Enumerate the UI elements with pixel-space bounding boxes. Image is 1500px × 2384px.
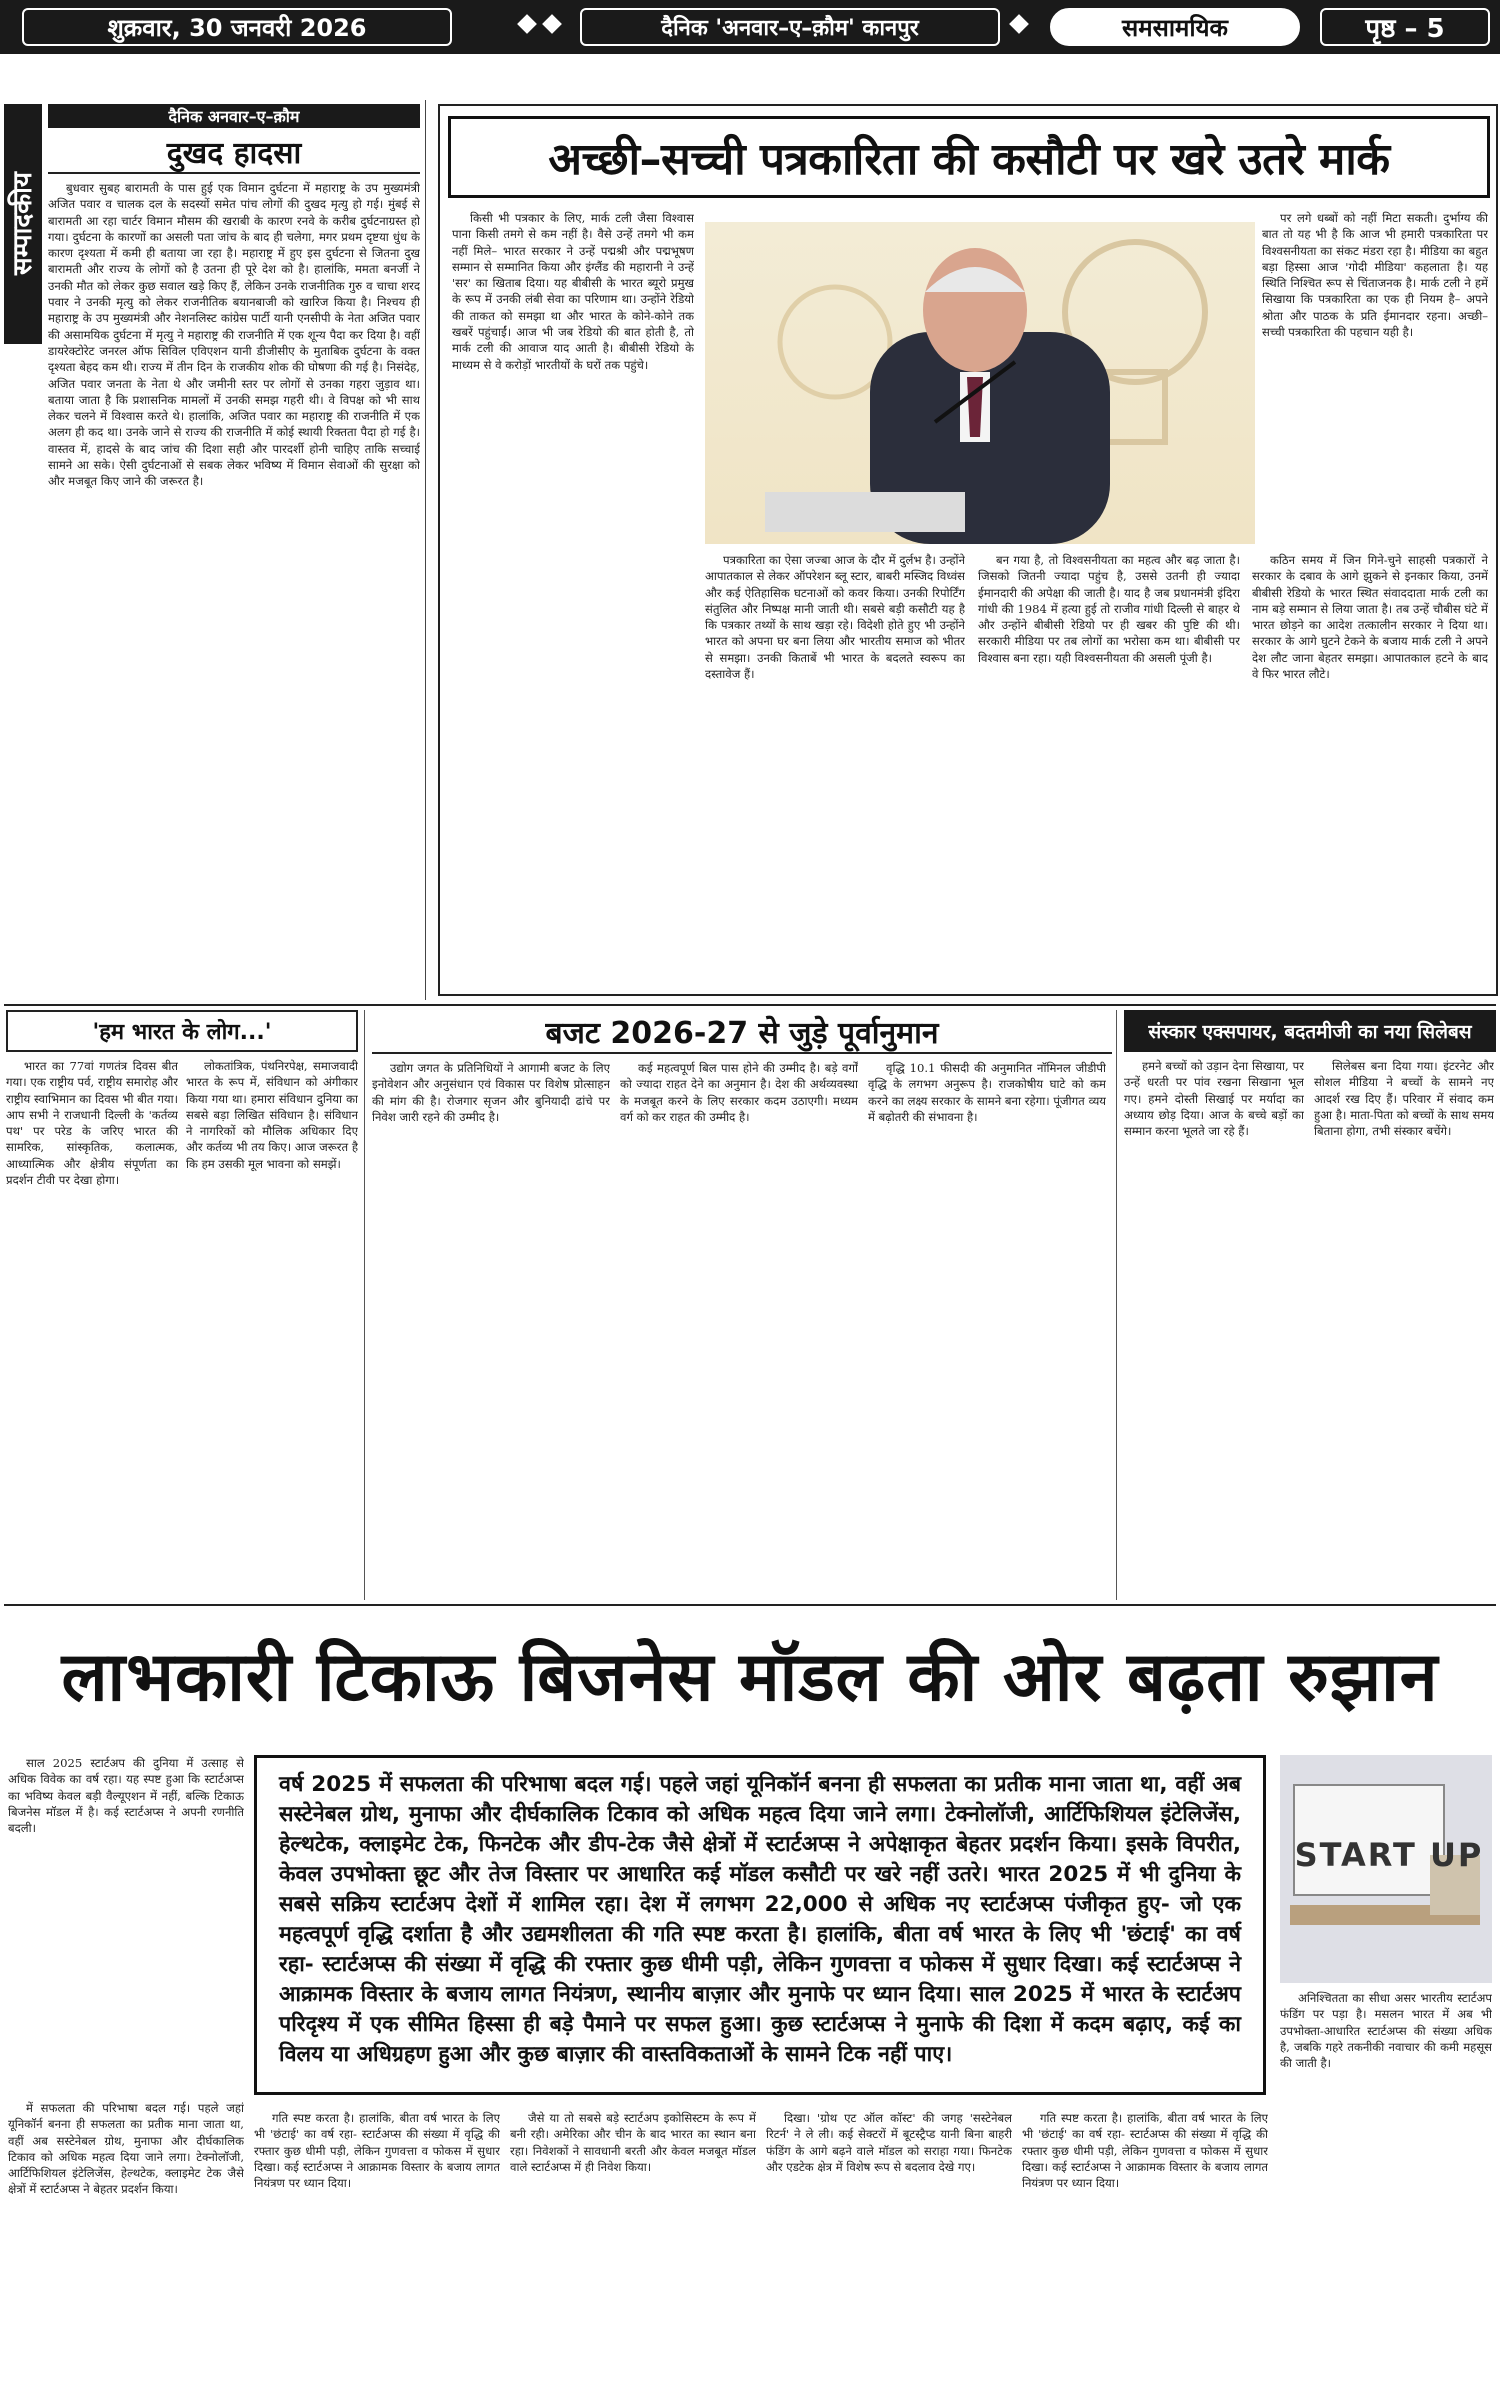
feature-paragraph: पत्रकारिता का ऐसा जज्बा आज के दौर में दुर्लभ है। उन्होंने आपातकाल से लेकर ऑपरेशन ब्लू स्टार, बाबरी मस्जिद विध्वंस और कई ऐतिहासिक घटनाओं को कवर किया। उनकी रिपोर्टिंग संतुलित और निष्पक्ष मानी जाती थी। सबसे बड़ी कसौटी यह है कि पत्रकार तथ्यों के साथ खड़ा रहे। विदेशी होते हुए भी उन्होंने भारत को अपना घर बना लिया और भारतीय समाज को भीतर से समझा। उनकी किताबें भी भारत के बदलते स्वरूप का दस्तावेज हैं। [705,553,965,682]
article-paragraph: गति स्पष्ट करता है। हालांकि, बीता वर्ष भारत के लिए भी 'छंटाई' का वर्ष रहा- स्टार्टअप्स की संख्या में वृद्धि की रफ्तार कुछ धीमी पड़ी, लेकिन गुणवत्ता व फोकस में सुधार दिखा। कई स्टार्टअप्स ने आक्रामक विस्तार के बजाय लागत नियंत्रण पर ध्यान दिया। [254,2111,500,2191]
editorial-side-label: सम्पादकीय [4,104,42,344]
section-name: समसामयिक [1050,8,1300,46]
speaker-illustration [705,222,1255,544]
startup-bottom-column-3 [766,2110,1012,2370]
paper-name: दैनिक 'अनवार–ए–क़ौम' कानपुर [580,8,1000,46]
startup-photo [1280,1755,1492,1983]
mark-tully-photo [705,222,1255,544]
feature-headline: अच्छी–सच्ची पत्रकारिता की कसौटी पर खरे उतरे मार्क [448,116,1490,198]
feature-paragraph: बन गया है, तो विश्वसनीयता का महत्व और बढ़ जाता है। जिसको जितनी ज्यादा पहुंच है, उससे उतनी ही ज्यादा ईमानदारी की अपेक्षा की जाती है। याद है जब प्रधानमंत्री इंदिरा गांधी की 1984 में हत्या हुई तो राजीव गांधी दिल्ली से बाहर थे और उन्होंने बीबीसी रेडियो पर ही खबर की पुष्टि की थी। सरकारी मीडिया पर तब लोगों का भरोसा कम था। बीबीसी पर विश्वास बना रहा। यही विश्वसनीयता की असली पूंजी है। [978,553,1240,665]
feature-column-3 [978,552,1240,988]
startup-left-column-2 [8,2100,244,2370]
article-paragraph: लोकतांत्रिक, पंथनिरपेक्ष, समाजवादी भारत के रूप में, संविधान को अंगीकार किया गया था। हमारा संविधान दुनिया का सबसे बड़ा लिखित संविधान है। संविधान ने नागरिकों को मौलिक अधिकार दिए और कर्तव्य भी तय किए। आज जरूरत है कि हम उसकी मूल भावना को समझें। [186,1059,358,1171]
issue-date: शुक्रवार, 30 जनवरी 2026 [22,8,452,46]
article-paragraph: अनिश्चितता का सीधा असर भारतीय स्टार्टअप फंडिंग पर पड़ा है। मसलन भारत में अब भी उपभोक्ता-आधारित स्टार्टअप्स की संख्या अधिक है, जबकि गहरे तकनीकी नवाचार की कमी महसूस की जाती है। [1280,1991,1492,2071]
editorial-paragraph: बुधवार सुबह बारामती के पास हुई एक विमान दुर्घटना में महाराष्ट्र के उप मुख्यमंत्री अजित पवार व चालक दल के सदस्यों समेत पांच लोगों की दुखद मृत्यु हो गई। मुंबई से बारामती आ रहा चार्टर विमान मौसम की खराबी के कारण रनवे के करीब दुर्घटनाग्रस्त हो गया। दुर्घटना के कारणों का असली पता जांच के बाद ही चलेगा, मगर प्रथम दृष्टया धुंध के कारण दृश्यता में कमी ही बताया जा रहा है। महाराष्ट्र में हुए इस दुर्घटना से जितना दुख बारामती और राज्य के लोगों को है उतना ही पूरे देश को है। हालांकि, ममता बनर्जी ने उनकी मौत को लेकर कुछ सवाल खड़े किए हैं, लेकिन उनके राजनीतिक गुरु व चाचा शरद पवार ने उनकी मृत्यु को लेकर राजनीतिक बयानबाजी को खारिज किया है। निश्चय ही महाराष्ट्र के उप मुख्यमंत्री और नेशनलिस्ट कांग्रेस पार्टी यानी एनसीपी के नेता अजित पवार की असामयिक दुर्घटना में मृत्यु ने महाराष्ट्र की राजनीति में एक शून्य पैदा कर दिया है। वहीं डायरेक्टोरेट जनरल ऑफ सिविल एविएशन यानी डीजीसीए के मुताबिक दुर्घटना के वक्त दृश्यता बेहद कम थी। राज्य में तीन दिन के राजकीय शोक की घोषणा की गई है। निसंदेह, अजित पवार जनता के नेता थे और जमीनी स्तर पर लोगों से उनका गहरा जुड़ाव था। बताया जाता है कि प्रशासनिक मामलों में उनकी समझ गहरी थी। वे विपक्ष को भी साथ लेकर चलने में विश्वास करते थे। हालांकि, अजित पवार का महाराष्ट्र की राजनीति में एक अलग ही कद था। उनके जाने से राज्य की राजनीति में कोई स्थायी रिक्तता पैदा हो गई है। वास्तव में, हादसे के बाद जांच की दिशा सही और पारदर्शी होनी चाहिए ताकि सच्चाई सामने आ सके। ऐसी दुर्घटनाओं से सबक लेकर भविष्य में विमान सेवाओं की सुरक्षा को और मजबूत किए जाने की जरूरत है। [48,181,420,489]
budget-column-1 [372,1060,610,1598]
article-paragraph: साल 2025 स्टार्टअप की दुनिया में उत्साह से अधिक विवेक का वर्ष रहा। यह स्पष्ट हुआ कि स्टार्टअप्स का भविष्य केवल बड़ी वैल्यूएशन में नहीं, बल्कि टिकाऊ बिजनेस मॉडल में है। कई स्टार्टअप्स ने अपनी रणनीति बदली। [8,1756,244,1836]
hum-bharat-column-2 [186,1058,358,1598]
startup-bottom-column-1 [254,2110,500,2370]
editorial-title: दुखद हादसा [48,130,420,174]
editorial-body [48,180,420,988]
budget-column-2 [620,1060,858,1598]
diamond-icon [542,14,562,34]
feature-paragraph: पर लगे धब्बों को नहीं मिटा सकती। दुर्भाग्य की बात तो यह भी है कि आज भी हमारी पत्रकारिता पर विश्वसनीयता का संकट मंडरा रहा है। मीडिया का बहुत बड़ा हिस्सा आज 'गोदी मीडिया' कहलाता है। यह स्थिति निश्चित रूप से चिंताजनक है। मार्क टली ने हमें सिखाया कि पत्रकारिता का एक ही नियम है– अपने श्रोता और पाठक के प्रति ईमानदार रहना। अच्छी–सच्ची पत्रकारिता की पहचान यही है। [1262,211,1488,340]
article-paragraph: भारत का 77वां गणतंत्र दिवस बीत गया। एक राष्ट्रीय पर्व, राष्ट्रीय समारोह और राष्ट्रीय स्वाभिमान का दिवस भी बीत गया। आप सभी ने राजधानी दिल्ली के 'कर्तव्य पथ' पर परेड के जरिए भारत की सामरिक, सांस्कृतिक, कलात्मक, आध्यात्मिक और क्षेत्रीय संपूर्णता का प्रदर्शन टीवी पर देखा होगा। [6,1059,178,1188]
article-paragraph: उद्योग जगत के प्रतिनिधियों ने आगामी बजट के लिए इनोवेशन और अनुसंधान एवं विकास पर विशेष प्रोत्साहन की मांग की है। रोजगार सृजन और बुनियादी ढांचे पर निवेश जारी रहने की उम्मीद है। [372,1061,610,1124]
diamond-icon [517,14,537,34]
startup-headline: लाभकारी टिकाऊ बिजनेस मॉडल की ओर बढ़ता रुझान [61,1637,1439,1717]
article-paragraph: जैसे या तो सबसे बड़े स्टार्टअप इकोसिस्टम के रूप में बनी रही। अमेरिका और चीन के बाद भारत का स्थान बना रहा। निवेशकों ने सावधानी बरती और केवल मजबूत मॉडल वाले स्टार्टअप्स में ही निवेश किया। [510,2111,756,2174]
sanskar-column-2 [1314,1058,1494,1598]
startup-bottom-column-4 [1022,2110,1268,2370]
page-number: पृष्ठ – 5 [1320,8,1490,46]
article-paragraph: गति स्पष्ट करता है। हालांकि, बीता वर्ष भारत के लिए भी 'छंटाई' का वर्ष रहा- स्टार्टअप्स की संख्या में वृद्धि की रफ्तार कुछ धीमी पड़ी, लेकिन गुणवत्ता व फोकस में सुधार दिखा। कई स्टार्टअप्स ने आक्रामक विस्तार के बजाय लागत नियंत्रण पर ध्यान दिया। [1022,2111,1268,2191]
feature-column-4 [1252,552,1488,988]
divider [4,1604,1496,1606]
startup-bottom-column-2 [510,2110,756,2370]
startup-left-column [8,1755,244,2095]
article-title-hum-bharat: 'हम भारत के लोग...' [6,1010,358,1052]
budget-column-3 [868,1060,1106,1598]
article-paragraph: वृद्धि 10.1 फीसदी की अनुमानित नॉमिनल जीडीपी वृद्धि के लगभग अनुरूप है। राजकोषीय घाटे को कम करने का लक्ष्य सरकार के सामने बना रहेगा। पूंजीगत व्यय में बढ़ोतरी की संभावना है। [868,1061,1106,1124]
photo-caption-text: START UP [1294,1836,1484,1874]
article-paragraph: सिलेबस बना दिया गया। इंटरनेट और सोशल मीडिया ने बच्चों के सामने नए आदर्श रख दिए हैं। परिवार में संवाद कम हुआ है। माता-पिता को बच्चों के साथ समय बिताना होगा, तभी संस्कार बचेंगे। [1314,1059,1494,1139]
article-paragraph: दिखा। 'ग्रोथ एट ऑल कॉस्ट' की जगह 'सस्टेनेबल रिटर्न' ने ले ली। कई सेक्टरों में बूटस्ट्रैप्ड यानी बिना बाहरी फंडिंग के आगे बढ़ने वाले मॉडल को सराहा गया। फिनटेक और एडटेक क्षेत्र में विशेष रूप से बदलाव देखे गए। [766,2111,1012,2174]
editorial-paper-name: दैनिक अनवार–ए–क़ौम [48,104,420,128]
feature-column-5 [1262,210,1488,544]
startup-highlight-box: वर्ष 2025 में सफलता की परिभाषा बदल गई। पहले जहां यूनिकॉर्न बनना ही सफलता का प्रतीक माना जाता था, वहीं अब सस्टेनेबल ग्रोथ, मुनाफा और दीर्घकालिक टिकाव को अधिक महत्व दिया जाने लगा। टेक्नोलॉजी, आर्टिफिशियल इंटेलिजेंस, हेल्थटेक, क्लाइमेट टेक, फिनटेक और डीप-टेक जैसे क्षेत्रों में स्टार्टअप्स ने अपेक्षाकृत बेहतर प्रदर्शन किया। इसके विपरीत, केवल उपभोक्ता छूट और तेज विस्तार पर आधारित कई मॉडल कसौटी पर खरे नहीं उतरे। भारत 2025 में भी दुनिया के सबसे सक्रिय स्टार्टअप देशों में शामिल रहा। देश में लगभग 22,000 से अधिक नए स्टार्टअप्स पंजीकृत हुए- जो एक महत्वपूर्ण वृद्धि दर्शाता है और उद्यमशीलता की गति स्पष्ट करता है। हालांकि, बीता वर्ष भारत के लिए भी 'छंटाई' का वर्ष रहा- स्टार्टअप्स की संख्या में वृद्धि की रफ्तार कुछ धीमी पड़ी, लेकिन गुणवत्ता व फोकस में सुधार दिखा। कई स्टार्टअप्स ने आक्रामक विस्तार के बजाय लागत नियंत्रण, स्थानीय बाज़ार और मुनाफे पर ध्यान दिया। साल 2025 में भारत के स्टार्टअप परिदृश्य में एक सीमित हिस्सा ही बड़े पैमाने पर सफल हुआ। कुछ स्टार्टअप्स ने मुनाफे की दिशा में कदम बढ़ाए, कई का विलय या अधिग्रहण हुआ और कुछ बाज़ार की वास्तविकताओं के सामने टिक नहीं पाए। [254,1755,1266,2095]
feature-paragraph: कठिन समय में जिन गिने-चुने साहसी पत्रकारों ने सरकार के दबाव के आगे झुकने से इनकार किया, उनमें बीबीसी रेडियो के भारत स्थित संवाददाता मार्क टली का नाम बड़े सम्मान से लिया जाता है। तब उन्हें चौबीस घंटे में भारत छोड़ने का आदेश तत्कालीन सरकार ने दिया था। सरकार के आगे घुटने टेकने के बजाय मार्क टली ने अपने देश लौट जाना बेहतर समझा। आपातकाल हटने के बाद वे फिर भारत लौटे। [1252,553,1488,682]
masthead-bar [0,0,1500,54]
article-paragraph: कई महत्वपूर्ण बिल पास होने की उम्मीद है। बड़े वर्गों को ज्यादा राहत देने का अनुमान है। देश की अर्थव्यवस्था के मजबूत करने के लिए सरकार कदम उठाएगी। मध्यम वर्ग को कर राहत की उम्मीद है। [620,1061,858,1124]
diamond-icon [1009,14,1029,34]
divider [4,1004,1496,1006]
column-rule [1116,1010,1117,1600]
article-paragraph: में सफलता की परिभाषा बदल गई। पहले जहां यूनिकॉर्न बनना ही सफलता का प्रतीक माना जाता था, वहीं अब सस्टेनेबल ग्रोथ, मुनाफा और दीर्घकालिक टिकाव को अधिक महत्व दिया जाने लगा। टेक्नोलॉजी, आर्टिफिशियल इंटेलिजेंस, हेल्थटेक, क्लाइमेट टेक जैसे क्षेत्रों में स्टार्टअप्स ने बेहतर प्रदर्शन किया। [8,2101,244,2197]
article-title-sanskar: संस्कार एक्सपायर, बदतमीजी का नया सिलेबस [1124,1010,1496,1052]
feature-column-2 [705,552,965,988]
feature-column-1 [452,210,694,988]
startup-right-column [1280,1990,1492,2368]
article-paragraph: हमने बच्चों को उड़ान देना सिखाया, पर उन्हें धरती पर पांव रखना सिखाना भूल गए। हमने दोस्ती सिखाई पर मर्यादा का अध्याय छोड़ दिया। आज के बच्चे बड़ों का सम्मान करना भूलते जा रहे हैं। [1124,1059,1304,1139]
feature-paragraph: किसी भी पत्रकार के लिए, मार्क टली जैसा विश्वास पाना किसी तमगे से कम नहीं है। वैसे उन्हें तमगे भी कम नहीं मिले– भारत सरकार ने उन्हें पद्मश्री और पद्मभूषण सम्मान से सम्मानित किया और इंग्लैंड की महारानी ने उन्हें 'सर' का खिताब दिया। यह बीबीसी के भारत ब्यूरो प्रमुख के रूप में उनकी लंबी सेवा का परिणाम था। उन्होंने रेडियो की ताकत को समझा था और भारत के कोने-कोने तक खबरें पहुंचाईं। आज भी जब रेडियो की बात होती है, तो मार्क टली की आवाज याद आती है। बीबीसी रेडियो के माध्यम से वे करोड़ों भारतीयों के घरों तक पहुंचे। [452,211,694,372]
column-rule [364,1010,365,1600]
sanskar-column-1 [1124,1058,1304,1598]
hum-bharat-column-1 [6,1058,178,1598]
article-title-budget: बजट 2026-27 से जुड़े पूर्वानुमान [372,1010,1112,1054]
